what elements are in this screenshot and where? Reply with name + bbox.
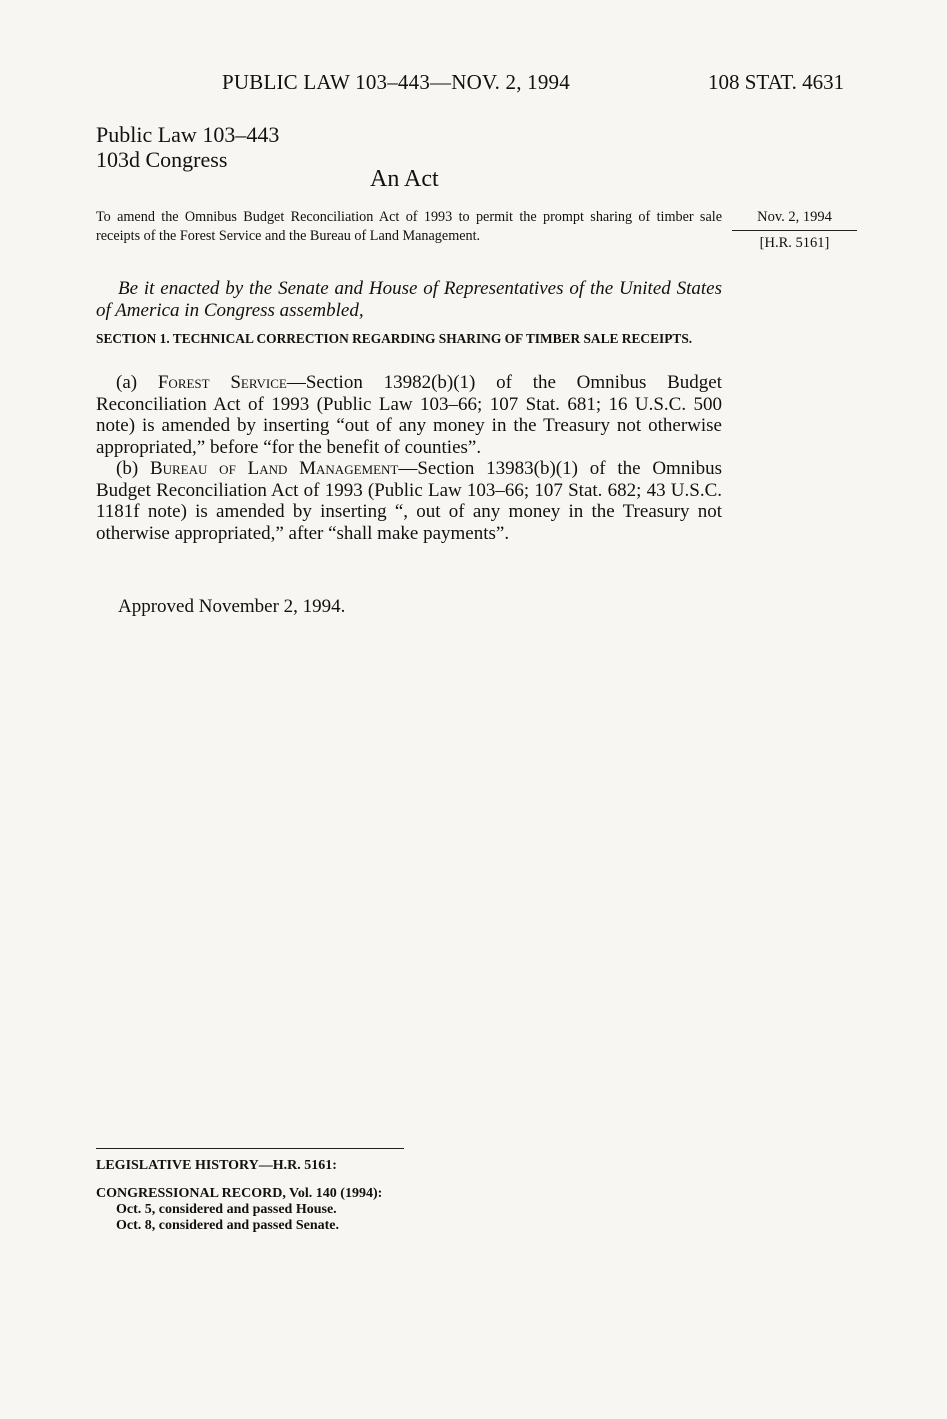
congress-number: 103d Congress: [96, 147, 228, 172]
subsection-designation: (a): [116, 372, 138, 393]
statute-page-number: 108 STAT. 4631: [708, 70, 845, 94]
subsection-text: —Section 13983(b)(1) of the Omnibus Budget Reconciliation Act of 1993 (Public Law 103–66; 107 Stat. 682; 43 U.S.C. 1181f note) is amended by inserting “, out of any money in the Treasury not otherwise appropriated,” after “shall make payments”.: [96, 458, 723, 544]
congressional-record: CONGRESSIONAL RECORD, Vol. 140 (1994):: [96, 1186, 383, 1201]
section-body: [96, 372, 722, 544]
history-action: Oct. 5, considered and passed House.: [116, 1202, 337, 1217]
act-purpose: To amend the Omnibus Budget Reconciliation Act of 1993 to permit the prompt sharing of timber sale receipts of the Forest Service and the Bureau of Land Management.: [96, 209, 722, 244]
margin-bill-number: [H.R. 5161]: [759, 235, 830, 251]
public-law-number: Public Law 103–443: [96, 122, 280, 147]
legislative-history-title: LEGISLATIVE HISTORY—H.R. 5161:: [96, 1158, 337, 1173]
history-action: Oct. 8, considered and passed Senate.: [116, 1218, 339, 1233]
act-heading: An Act: [370, 166, 439, 192]
section-heading: SECTION 1. TECHNICAL CORRECTION REGARDING SHARING OF TIMBER SALE RECEIPTS.: [96, 331, 693, 346]
margin-note: [732, 208, 857, 253]
footnote-divider: [96, 1148, 404, 1149]
approval-date: Approved November 2, 1994.: [118, 596, 346, 617]
enacting-clause: Be it enacted by the Senate and House of Representatives of the United States of America in Congress assembled,: [96, 278, 722, 321]
subsection-a: [96, 372, 722, 458]
running-head: PUBLIC LAW 103–443—NOV. 2, 1994: [222, 70, 570, 94]
legislative-history: [96, 1158, 382, 1234]
law-identifier: [96, 122, 279, 172]
subsection-caption: Forest Service: [157, 372, 287, 393]
subsection-b: [96, 458, 722, 544]
margin-date: Nov. 2, 1994: [732, 208, 857, 231]
subsection-designation: (b): [116, 458, 139, 479]
subsection-caption: Bureau of Land Management: [149, 458, 399, 479]
subsection-text: —Section 13982(b)(1) of the Omnibus Budget Reconciliation Act of 1993 (Public Law 103–66; 107 Stat. 681; 16 U.S.C. 500 note) is amended by inserting “out of any money in the Treasury not otherwise appropriated,” before “for the benefit of counties”.: [96, 372, 722, 458]
